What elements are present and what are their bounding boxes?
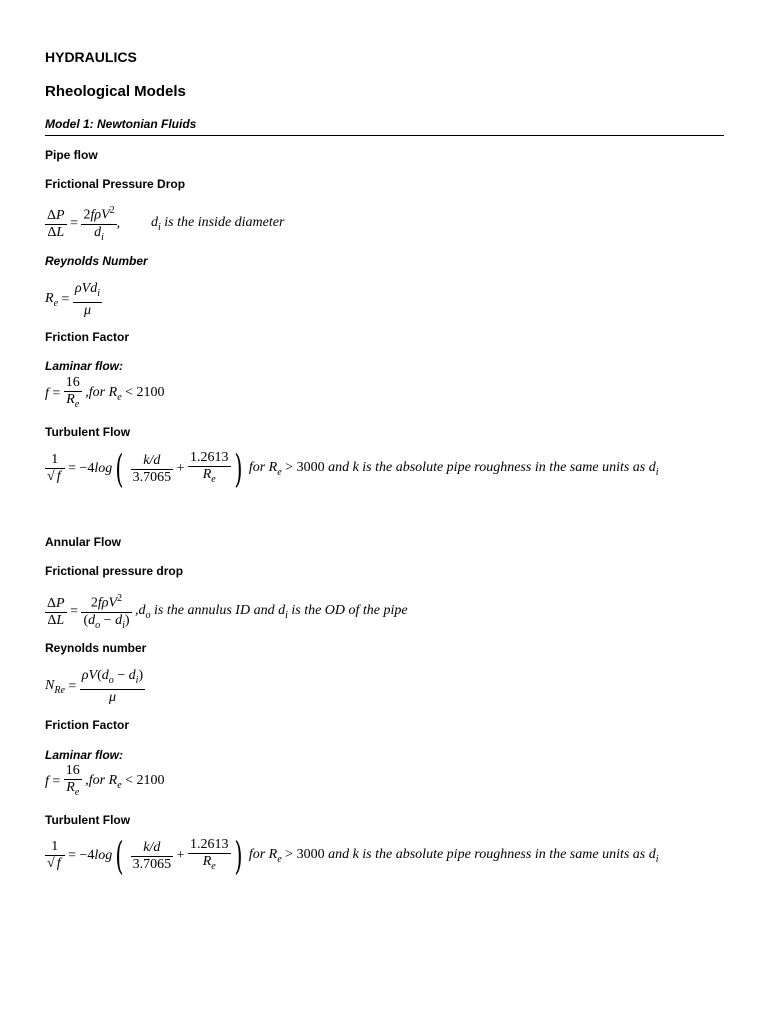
section-divider (45, 135, 724, 136)
pipe-laminar-equation: f = $\frac{16}{R_e}$ ,for $R_e < 2100$ (45, 375, 165, 410)
annular-pressure-drop-heading: Frictional pressure drop (45, 564, 184, 578)
annular-laminar-heading: Laminar flow: (45, 748, 124, 762)
pipe-friction-heading: Friction Factor (45, 330, 130, 344)
pipe-reynolds-heading: Reynolds Number (45, 254, 148, 268)
pipe-turbulent-equation: $\frac{1}{√ f}$ = −4log( $\frac{k/d}{3.7065}$ + $\frac{1.2613}{R_e}$ ) for $R_e > 3000$ and k is the absolute pipe roughness in the same units as $d_i$ (47, 447, 659, 491)
pipe-pressure-drop-equation: $\frac{\Delta P}{\Delta L}$ = $\frac{2f\rho V^2}{d_i}$ , (47, 205, 121, 243)
annular-reynolds-equation: $N_{Re}$ = $\frac{\rho V(d_o - d_i)}{\mu}$ (45, 668, 144, 705)
annular-turbulent-equation: $\frac{1}{√ f}$ = −4log( $\frac{k/d}{3.7065}$ + $\frac{1.2613}{R_e}$ ) for $R_e > 3000$ and k is the absolute pipe roughness in the same units as $d_i$ (47, 834, 659, 878)
annular-reynolds-heading: Reynolds number (45, 641, 147, 655)
pipe-laminar-heading: Laminar flow: (45, 359, 124, 373)
annular-laminar-equation: f = $\frac{16}{R_e}$ ,for $R_e < 2100$ (45, 763, 165, 798)
section-heading: Rheological Models (45, 83, 186, 100)
pipe-pressure-drop-heading: Frictional Pressure Drop (45, 177, 186, 191)
annular-flow-heading: Annular Flow (45, 535, 121, 549)
annular-turbulent-heading: Turbulent Flow (45, 813, 131, 827)
document-title: HYDRAULICS (45, 49, 137, 65)
model-heading: Model 1: Newtonian Fluids (45, 117, 197, 131)
annular-friction-heading: Friction Factor (45, 718, 130, 732)
pipe-pressure-drop-note: $d_i$ is the inside diameter (151, 215, 285, 233)
pipe-reynolds-equation: $R_e$ = $\frac{\rho Vd_i}{\mu}$ (45, 281, 100, 318)
pipe-flow-heading: Pipe flow (45, 148, 98, 162)
annular-pressure-drop-equation: $\frac{\Delta P}{\Delta L}$ = $\frac{2f\rho V^2}{(d_o - d_i)}$ $,d_o$ is the annulus ID and $d_i$ is the OD of the pipe (47, 593, 408, 631)
pipe-turbulent-heading: Turbulent Flow (45, 425, 131, 439)
